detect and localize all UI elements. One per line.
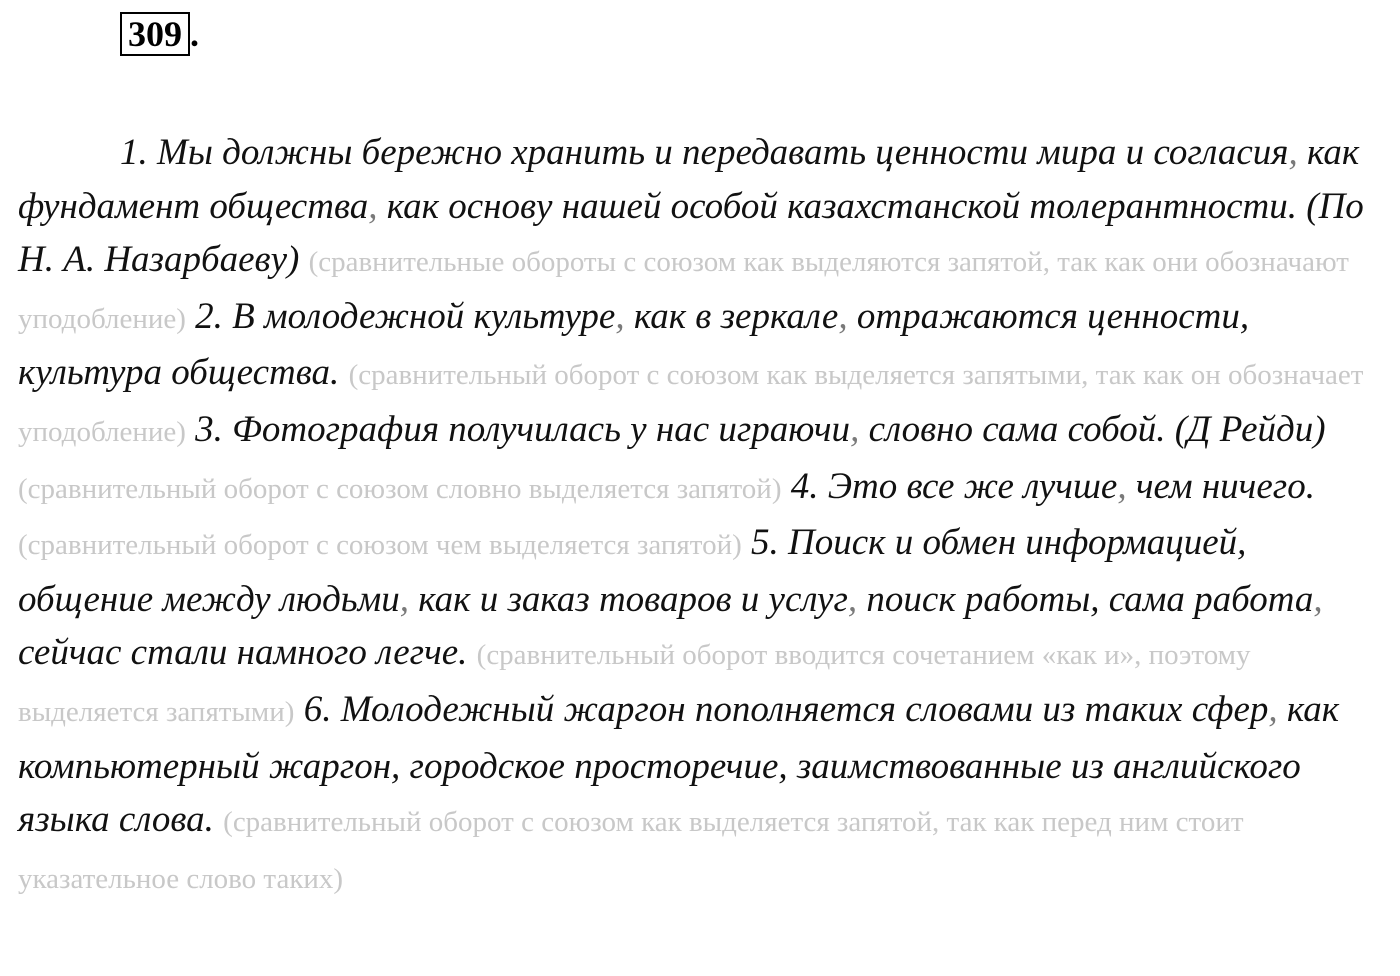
highlighted-comma: , [1268,688,1278,730]
sentence-text: чем ничего. [1126,465,1315,507]
grammar-note: (сравнительный оборот с союзом чем выделяется запятой) [18,529,742,562]
sentence-text: как фундамент общества [18,132,1360,227]
highlighted-comma: , [1288,132,1298,173]
highlighted-comma: , [847,578,858,620]
sentence-text: как и заказ товаров и услуг [409,578,848,620]
sentence-text: 4. Это все же лучше [781,465,1118,507]
sentence-text: как основу нашей особой казахстанской толерантности. (По Н. А. Назарбаеву) [18,185,1364,281]
grammar-note: (сравнительный оборот с союзом словно выделяется запятой) [18,472,782,505]
sentence-text: 3. Фотография получилась у нас играючи [185,408,851,450]
sentence-text: как в зеркале [624,295,839,337]
highlighted-comma: , [1313,578,1323,620]
sentence-text: 6. Молодежный жаргон пополняется словами из таких сфер [294,688,1269,730]
sentence-text: сейчас стали намного легче. [18,632,477,674]
highlighted-comma: , [399,578,409,620]
highlighted-comma: , [615,295,625,337]
highlighted-comma: , [368,185,378,227]
highlighted-comma: , [850,408,860,450]
exercise-number [120,12,199,56]
sentence-text: отражаются ценности, культура общества. [18,295,1250,394]
sentence-text: поиск работы, сама работа [857,578,1314,620]
grammar-note: (сравнительный оборот с союзом как выделяется запятой, так как перед ним стоит указательное слово таких) [18,806,1244,895]
sentence-text: как компьютерный жаргон, городское просторечие, заимствованные из английского языка слова. [18,688,1340,841]
sentence-text: 2. В молодежной культуре [185,295,616,337]
sentence-text: 5. Поиск и обмен информацией, общение между людьми [18,522,1247,620]
exercise-number-box: 309 [120,12,190,56]
highlighted-comma: , [838,295,848,337]
grammar-note: (сравнительный оборот с союзом как выделяется запятыми, так как он обозначает уподобление) [18,359,1364,448]
sentence-text: словно сама собой. (Д Рейди) [859,408,1326,450]
exercise-number-suffix: . [190,14,199,54]
exercise-text [18,126,1383,906]
sentence-text: 1. Мы должны бережно хранить и передавать ценности мира и согласия [120,132,1289,173]
grammar-note: (сравнительный оборот вводится сочетанием «как и», поэтому выделяется запятыми) [18,639,1251,728]
grammar-note: (сравнительные обороты с союзом как выделяются запятой, так как они обозначают уподобление) [18,246,1349,335]
highlighted-comma: , [1117,465,1127,507]
